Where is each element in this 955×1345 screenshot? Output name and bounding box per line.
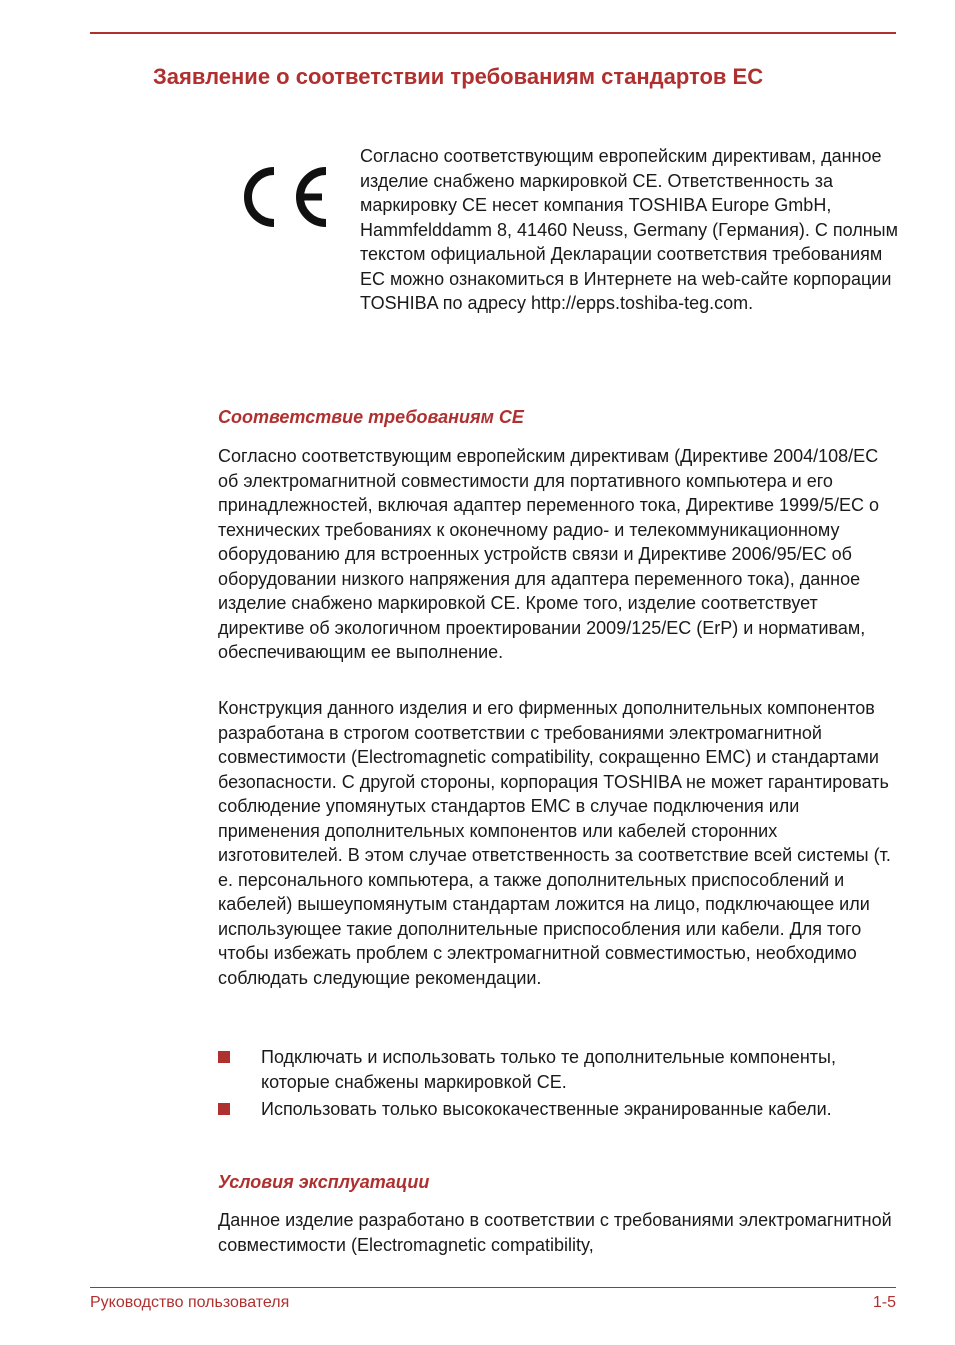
square-bullet-icon [218,1103,230,1115]
section-title-operating-conditions: Условия эксплуатации [218,1172,430,1192]
section1-paragraph-1: Согласно соответствующим европейским директивам (Директиве 2004/108/EC об электромагнитной совместимости для портативного компьютера и его принадлежностей, включая адаптер переменного тока, Директиве 1999/5/EC о технических требованиях к оконечному радио- и телекоммуникационному оборудованию для встроенных устройств связи и Директиве 2006/95/EC об оборудовании низкого напряжения для адаптера переменного тока), данное изделие снабжено маркировкой CE. Кроме того, изделие соответствует директиве об экологичном проектировании 2009/125/EC (ErP) и нормативам, обеспечивающим ее выполнение. [218,446,880,662]
section2-paragraph-1: Данное изделие разработано в соответствии с требованиями электромагнитной совместимости (Electromagnetic compatibility, [218,1210,892,1255]
footer-manual-title: Руководство пользователя [90,1294,290,1311]
footer-rule [90,1287,896,1288]
section1-paragraph-2: Конструкция данного изделия и его фирменных дополнительных компонентов разработана в строгом соответствии с требованиями электромагнитной совместимости (Electromagnetic compatibility, сокращенно EMC) и стандартами безопасности. С другой стороны, корпорация TOSHIBA не может гарантировать соблюдение упомянутых стандартов EMC в случае подключения или применения дополнительных компонентов или кабелей сторонних изготовителей. В этом случае ответственность за соответствие всей системы (т. е. персонального компьютера, а также дополнительных приспособлений и кабелей) вышеупомянутым стандартам ложится на лицо, подключающее или использующее такие дополнительные приспособления или кабели. Для того чтобы избежать проблем с электромагнитной совместимостью, необходимо соблюдать следующие рекомендации. [218,698,891,988]
page-heading: Заявление о соответствии требованиям стандартов ЕС [153,64,764,89]
ce-mark-icon [234,163,334,231]
square-bullet-icon [218,1051,230,1063]
list-item-text: Подключать и использовать только те дополнительные компоненты, которые снабжены маркировкой CE. [261,1047,836,1092]
intro-paragraph: Согласно соответствующим европейским директивам, данное изделие снабжено маркировкой CE. Ответственность за маркировку CE несет компания TOSHIBA Europe GmbH, Hammfelddamm 8, 41460 Neuss, Germany (Германия). С полным текстом официальной Декларации соответствия требованиям ЕС можно ознакомиться в Интернете на web-сайте корпорации TOSHIBA по адресу http://epps.toshiba-teg.com. [360,146,898,313]
section-title-ce-compliance: Соответствие требованиям CE [218,407,524,427]
footer-page-number: 1-5 [872,1294,896,1311]
header-rule [90,32,896,34]
list-item-text: Использовать только высококачественные экранированные кабели. [261,1099,832,1119]
